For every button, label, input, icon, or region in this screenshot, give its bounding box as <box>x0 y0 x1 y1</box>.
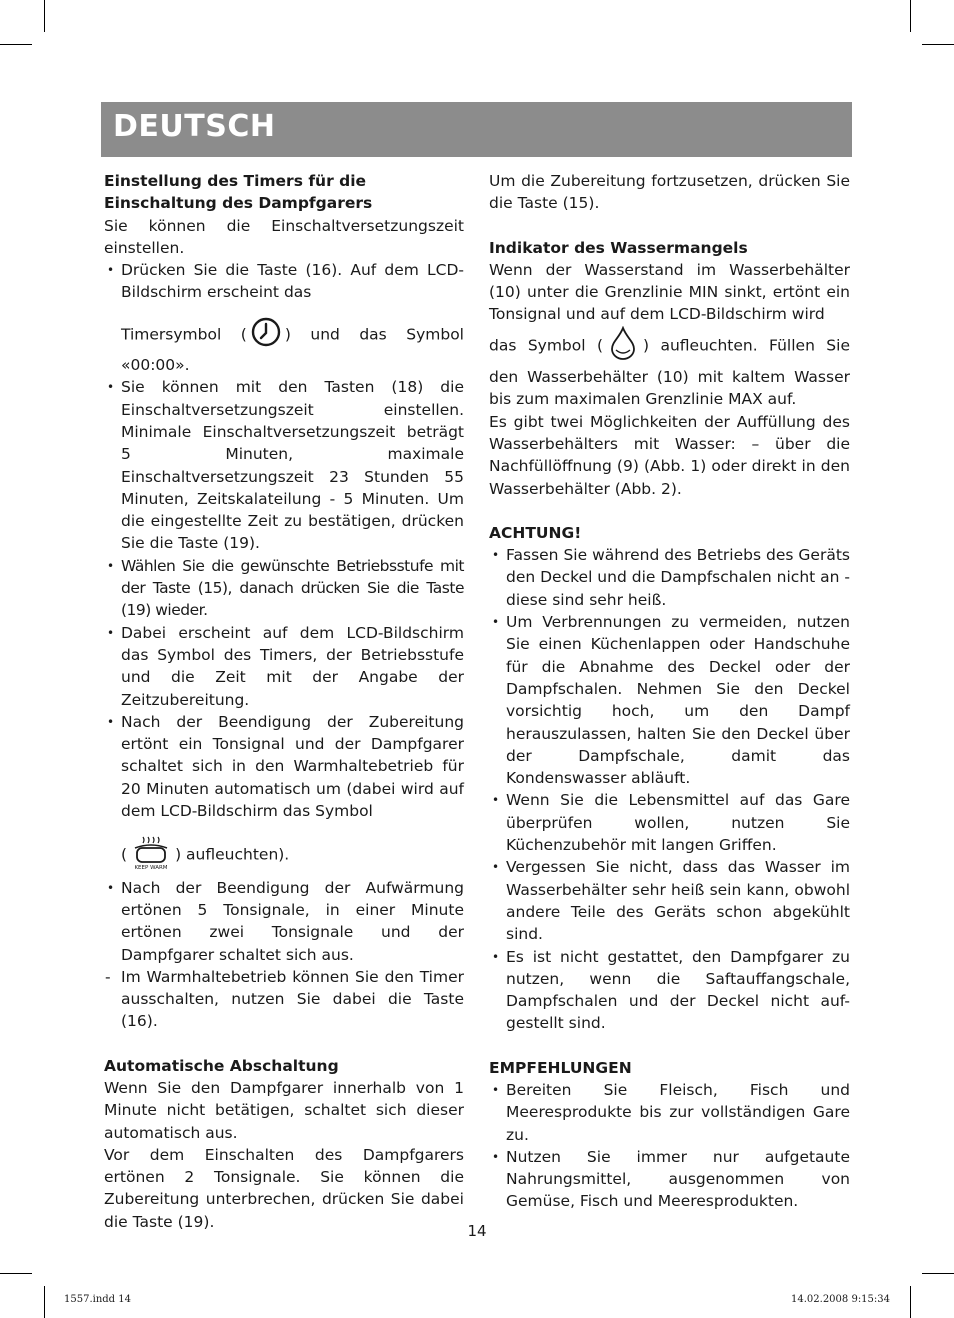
crop-mark <box>910 0 911 32</box>
section-heading-auto-off: Automatische Abschaltung <box>104 1056 339 1075</box>
paragraph: Wenn der Wasserstand im Wasserbehälter (10) unter die Grenzlinie MIN sinkt, ertönt ein Tonsignal und auf dem LCD-Bildschirm wird <box>489 260 850 324</box>
list-item: - Im Warmhaltebetrieb können Sie den Timer ausschalten, nutzen Sie dabei die Taste (16). <box>104 966 464 1033</box>
paragraph: Es gibt twei Möglichkeiten der Auffüllung des Wasserbehälters mit Wasser: – über die Nachfüllöffnung (9) (Abb. 1) oder direkt in den Wasserbehälter (Abb. 2). <box>489 412 850 498</box>
water-drop-icon <box>607 326 639 366</box>
crop-mark <box>922 1273 954 1274</box>
bullet-list <box>489 1079 850 1213</box>
crop-mark <box>922 44 954 45</box>
list-item: • Fassen Sie während des Betriebs des Geräts den Deckel und die Dampfschalen nicht an - diese sind sehr heiß. <box>489 544 850 611</box>
list-item: • Nutzen Sie immer nur aufgetaute Nahrungsmittel, ausgenommen von Gemüse, Fisch und Meeresprodukten. <box>489 1146 850 1213</box>
list-item: • Nach der Beendigung der Aufwärmung ertönen 5 Tonsignale, in einer Minute ertönen zwei Tonsignale und der Dampfgarer schaltet sich aus. <box>104 877 464 966</box>
list-item: • Bereiten Sie Fleisch, Fisch und Meeresprodukte bis zur vollständigen Gare zu. <box>489 1079 850 1146</box>
left-column <box>104 170 464 1233</box>
crop-mark <box>0 1273 32 1274</box>
list-item: • Wenn Sie die Lebensmittel auf das Gare überprüfen wollen, nutzen Sie Küchenzubehör mit langen Griffen. <box>489 789 850 856</box>
paragraph: das Symbol ( ) aufleuchten. Füllen Sie den Wasserbehälter (10) mit kaltem Wasser bis zum maximalen Grenzlinie MAX auf. <box>489 326 850 411</box>
page-title: DEUTSCH <box>113 109 276 144</box>
list-item: • Drücken Sie die Taste (16). Auf dem LCD-Bildschirm erscheint das Timersymbol ( ) und das Symbol «00:00». <box>104 259 464 376</box>
list-item: • Wählen Sie die gewünschte Betriebsstufe mit der Taste (15), danach drücken Sie die Taste (19) wieder. <box>104 555 464 622</box>
right-column <box>489 170 850 1213</box>
list-item: • Es ist nicht gestattet, den Dampfgarer zu nutzen, wenn die Saftauffangschale, Dampfschalen und der Deckel nicht auf-gestellt sind. <box>489 946 850 1035</box>
bullet-list <box>489 544 850 1035</box>
timer-clock-icon <box>251 316 281 354</box>
list-item: • Um Verbrennungen zu vermeiden, nutzen Sie einen Küchenlappen oder Handschuhe für die Abnahme des Deckel oder der Dampfschalen. Nehmen Sie den Deckel vorsichtig hoch, um den Dampf herauszulassen, halten Sie den Deckel über der Dampfschale, damit das Kondenswasser abläuft. <box>489 611 850 789</box>
crop-mark <box>0 44 32 45</box>
crop-mark <box>44 1286 45 1318</box>
list-item: • Vergessen Sie nicht, dass das Wasser im Wasserbehälter sehr heiß sein kann, obwohl andere Teile des Geräts schon abgekühlt sind. <box>489 856 850 945</box>
section-heading-recommendations: EMPFEHLUNGEN <box>489 1058 632 1077</box>
paragraph: Um die Zubereitung fortzusetzen, drücken Sie die Taste (15). <box>489 172 850 213</box>
list-item: • Sie können mit den Tasten (18) die Einschaltversetzungszeit einstellen. Minimale Einschaltversetzungszeit beträgt 5 Minuten, maximale Einschaltversetzungszeit 23 Stunden 55 Minuten, Zeitskalateilung - 5 Minuten. Um die eingestellte Zeit zu bestätigen, drücken Sie die Taste (19). <box>104 376 464 554</box>
list-item: • Nach der Beendigung der Zubereitung ertönt ein Tonsignal und der Dampfgarer schaltet sich in den Warmhaltebetrieb für 20 Minuten automatisch um (dabei wird auf dem LCD-Bildschirm das Symbol ( KEEP WARM ) aufleuchten). <box>104 711 464 877</box>
footer-file-name: 1557.indd 14 <box>64 1294 131 1305</box>
section-heading-water-indicator: Indikator des Wassermangels <box>489 238 748 257</box>
section-heading-warning: ACHTUNG! <box>489 523 582 542</box>
list-item: • Dabei erscheint auf dem LCD-Bildschirm das Symbol des Timers, der Betriebsstufe und die Zeit mit der Angabe der Zeitzubereitung. <box>104 622 464 711</box>
paragraph: Vor dem Einschalten des Dampfgarers ertönen 2 Tonsignale. Sie können die Zubereitung unterbrechen, drücken Sie dabei die Taste (19). <box>104 1145 464 1231</box>
crop-mark <box>910 1286 911 1318</box>
page-number: 14 <box>467 1222 487 1240</box>
paragraph: Sie können die Einschaltversetzungszeit einstellen. <box>104 216 464 257</box>
keep-warm-pot-icon <box>129 834 173 876</box>
bullet-list <box>104 259 464 1033</box>
section-heading-timer: Einstellung des Timers für die Einschaltung des Dampfgarers <box>104 172 373 213</box>
language-header-bar <box>101 102 852 157</box>
paragraph: Wenn Sie den Dampfgarer innerhalb von 1 Minute nicht betätigen, schaltet sich dieser automatisch aus. <box>104 1078 464 1142</box>
footer-timestamp: 14.02.2008 9:15:34 <box>791 1294 890 1305</box>
keep-warm-label: KEEP WARM <box>134 865 168 871</box>
crop-mark <box>44 0 45 32</box>
